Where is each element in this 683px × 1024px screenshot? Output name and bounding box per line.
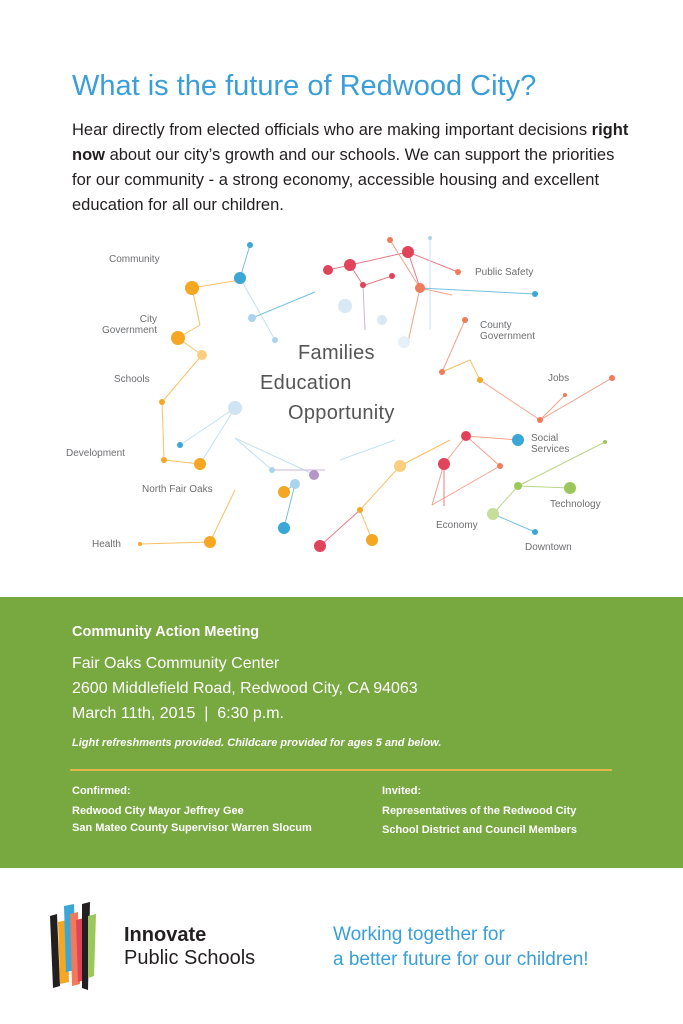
divider — [70, 769, 612, 771]
center-word-opportunity: Opportunity — [288, 402, 395, 424]
label-north-fair-oaks: North Fair Oaks — [142, 484, 213, 495]
label-city-government: City Government — [102, 314, 158, 336]
confirmed-heading: Confirmed: — [72, 785, 131, 797]
intro-emphasis: right now — [72, 121, 629, 164]
network-lines — [60, 230, 640, 570]
meeting-details-panel — [0, 597, 683, 868]
page-title: What is the future of Redwood City? — [72, 70, 537, 102]
meeting-venue: Fair Oaks Community Center — [72, 655, 280, 672]
meeting-note: Light refreshments provided. Childcare provided for ages 5 and below. — [72, 737, 442, 749]
label-social-services: Social Services — [531, 433, 570, 455]
meeting-datetime: March 11th, 2015 | 6:30 p.m. — [72, 705, 284, 722]
label-health: Health — [92, 539, 121, 550]
intro-text-start: Hear directly from elected officials who are making important decisions — [72, 121, 592, 139]
label-development: Development — [66, 448, 125, 459]
center-word-families: Families — [298, 342, 375, 364]
tagline-line2: a better future for our children! — [333, 949, 589, 970]
label-county-government: County Government — [480, 320, 536, 342]
label-schools: Schools — [114, 374, 150, 385]
center-word-education: Education — [260, 372, 352, 394]
invited-item: Representatives of the Redwood City — [382, 805, 577, 817]
invited-item: School District and Council Members — [382, 824, 577, 836]
label-public-safety: Public Safety — [475, 267, 534, 278]
intro-paragraph — [72, 118, 632, 218]
meeting-heading: Community Action Meeting — [72, 624, 260, 640]
confirmed-item: San Mateo County Supervisor Warren Slocum — [72, 822, 312, 834]
meeting-address: 2600 Middlefield Road, Redwood City, CA 94063 — [72, 680, 418, 697]
community-network-graphic — [60, 230, 640, 570]
label-economy: Economy — [436, 520, 478, 531]
intro-text-end: about our city’s growth and our schools. We can support the priorities for our community - a strong economy, accessible housing and excellent education for all our children. — [72, 146, 615, 214]
tagline-line1: Working together for — [333, 924, 505, 945]
confirmed-item: Redwood City Mayor Jeffrey Gee — [72, 805, 244, 817]
brand-name-line2: Public Schools — [124, 947, 256, 969]
innovate-logo-icon — [48, 900, 128, 990]
label-downtown: Downtown — [525, 542, 572, 553]
label-community: Community — [109, 254, 160, 265]
label-technology: Technology — [550, 499, 601, 510]
brand-name-line1: Innovate — [124, 924, 207, 946]
invited-heading: Invited: — [382, 785, 422, 797]
label-jobs: Jobs — [548, 373, 570, 384]
